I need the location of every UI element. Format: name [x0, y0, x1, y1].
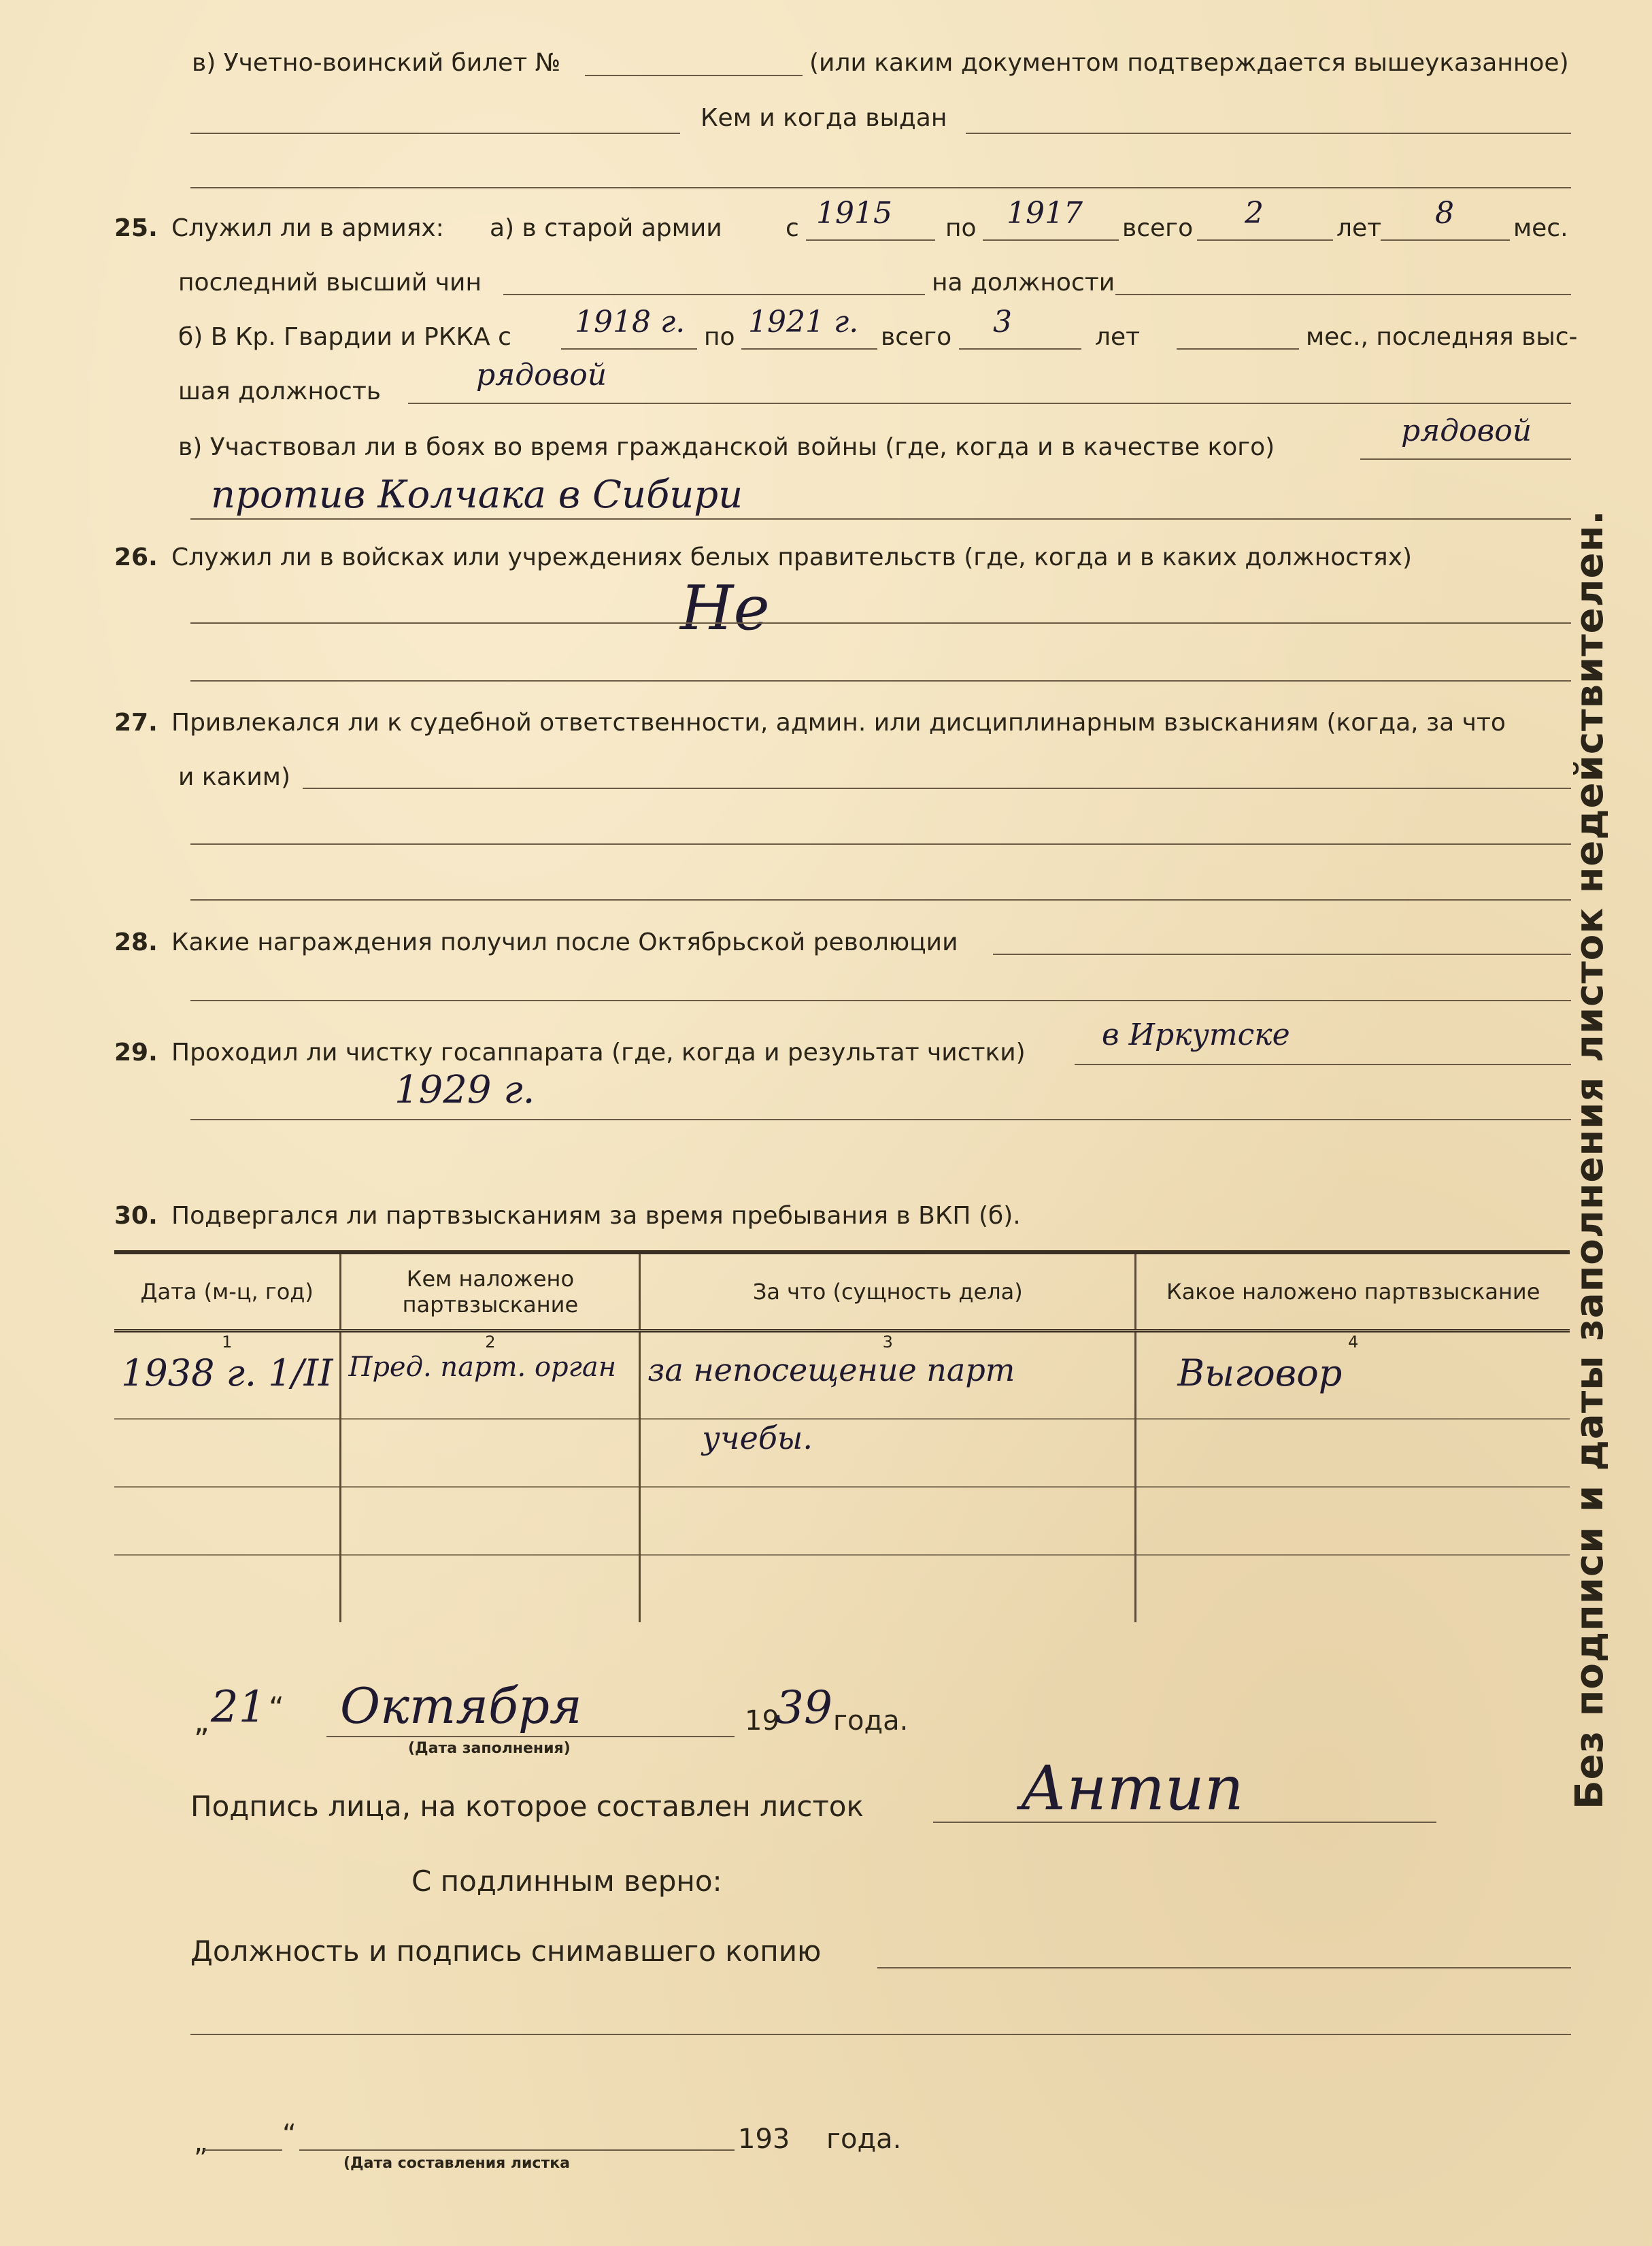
year-suffix: года. [833, 1705, 909, 1737]
q28-number: 28. [114, 928, 158, 956]
q25-b-to-value: 1921 г. [748, 305, 859, 339]
q25-rank-line [503, 294, 925, 295]
q26-label: Служил ли в войсках или учреждениях белых правительств (где, когда и в каких должностях) [171, 543, 1413, 571]
final-date-open-quote: „ [194, 2127, 208, 2158]
signature-value: Антип [1020, 1753, 1244, 1824]
military-ticket-tail: (или каким документом подтверждается вышеуказанное) [809, 49, 1569, 77]
cell-reason [640, 1555, 1136, 1622]
final-date-day-line [204, 2149, 282, 2151]
military-ticket-line [585, 75, 803, 76]
q28-line-1 [993, 954, 1571, 955]
date-filling-caption: (Дата заполнения) [408, 1740, 571, 1757]
q25-number: 25. [114, 214, 158, 242]
date-close-quote: “ [269, 1691, 284, 1726]
q25-v-value-1: рядовой [1401, 414, 1532, 448]
q26-value: Не [680, 573, 770, 644]
copy-signature-label: Должность и подпись снимавшего копию [190, 1934, 822, 1968]
col-number-1: 1 [222, 1332, 233, 1352]
cell-reason: за непосещение парт [640, 1352, 1136, 1419]
q25-months-line [1381, 239, 1510, 241]
final-date-month-line [299, 2149, 735, 2151]
issued-label: Кем и когда выдан [701, 104, 947, 132]
table-row [114, 1555, 1570, 1622]
certified-label: С подлинным верно: [411, 1864, 722, 1898]
party-penalties-table [114, 1250, 1570, 1622]
final-date-prefix: 193 [738, 2124, 790, 2155]
q25-old-army-label: а) в старой армии [490, 214, 722, 242]
cell-penalty: Выговор [1136, 1352, 1570, 1419]
q25-label: Служил ли в армиях: [171, 214, 444, 242]
table-header-row [114, 1252, 1570, 1331]
q25-years-value: 2 [1245, 196, 1264, 231]
q25-to-line [983, 239, 1119, 241]
q25-to-value: 1917 [1007, 196, 1083, 231]
issued-line-right [966, 133, 1571, 134]
q25-b-from-value: 1918 г. [575, 305, 686, 339]
q25-rank-label: последний высший чин [178, 269, 482, 297]
cell-date [114, 1419, 341, 1487]
q27-number: 27. [114, 709, 158, 737]
q25-b-post-label: шая должность [178, 378, 382, 405]
cell-reason: учебы. [640, 1419, 1136, 1487]
cell-date [114, 1555, 341, 1622]
q29-number: 29. [114, 1039, 158, 1067]
military-ticket-label: в) Учетно-воинский билет № [192, 49, 561, 77]
cell-imposed-by [341, 1555, 640, 1622]
q25-b-to-line [741, 348, 877, 350]
header-imposed-by: Кем наложено партвзыскание [341, 1252, 640, 1331]
cell-imposed-by: Пред. парт. орган [341, 1352, 640, 1419]
q25-b-years-label: лет [1095, 323, 1141, 351]
q29-line-1 [1075, 1064, 1571, 1065]
q25-b-post-value: рядовой [476, 358, 607, 392]
signature-label: Подпись лица, на которое составлен листок [190, 1790, 864, 1823]
col-number-2: 2 [341, 1331, 640, 1352]
q26-line-1 [190, 622, 1571, 624]
q27-label: Привлекался ли к судебной ответственности, админ. или дисциплинарным взысканиям (когда, за что [171, 709, 1506, 737]
cell-imposed-by [341, 1419, 640, 1487]
q30-number: 30. [114, 1202, 158, 1230]
table-row [114, 1352, 1570, 1419]
q27-label-2: и каким) [178, 763, 290, 791]
final-date-close-quote: “ [282, 2119, 297, 2150]
q25-to-label: по [945, 214, 977, 242]
cell-imposed-by [341, 1487, 640, 1555]
header-date: Дата (м-ц, год) [114, 1252, 341, 1331]
footer-blank-line [190, 2034, 1571, 2035]
table-row [114, 1487, 1570, 1555]
cell-date: 1938 г. 1/II [114, 1352, 341, 1419]
q25-years-line [1197, 239, 1333, 241]
q26-number: 26. [114, 543, 158, 571]
cell-date [114, 1487, 341, 1555]
table-row [114, 1419, 1570, 1487]
q25-b-months-line [1177, 348, 1299, 350]
side-validity-note: Без подписи и даты заполнения листок недействителен. [1568, 509, 1612, 1809]
q25-from-line [806, 239, 935, 241]
q25-from-label: с [786, 214, 799, 242]
q29-value: в Иркутске [1102, 1018, 1290, 1052]
q25-v-value-2: против Колчака в Сибири [211, 473, 743, 517]
cell-penalty [1136, 1487, 1570, 1555]
q25-b-years-line [959, 348, 1081, 350]
q29-line-2 [190, 1119, 1571, 1120]
cell-penalty [1136, 1555, 1570, 1622]
blank-line [190, 187, 1571, 188]
q25-post-line [1115, 294, 1571, 295]
q25-b-from-line [561, 348, 697, 350]
final-date-caption: (Дата составления листка [343, 2155, 570, 2172]
final-date-suffix: года. [826, 2124, 902, 2155]
q29-value-year: 1929 г. [394, 1068, 535, 1112]
copy-signature-line [877, 1967, 1571, 1968]
q30-label: Подвергался ли партвзысканиям за время пребывания в ВКП (б). [171, 1202, 1021, 1230]
q28-label: Какие награждения получил после Октябрьской революции [171, 928, 958, 956]
cell-reason [640, 1487, 1136, 1555]
q25-v-line-2 [190, 518, 1571, 520]
q25-v-label: в) Участвовал ли в боях во время гражданской войны (где, когда и в качестве кого) [178, 433, 1275, 461]
q26-line-2 [190, 680, 1571, 682]
col-number-4: 4 [1136, 1331, 1570, 1352]
col-number-3: 3 [640, 1331, 1136, 1352]
q25-v-line-1 [1360, 458, 1571, 460]
q29-label: Проходил ли чистку госаппарата (где, когда и результат чистки) [171, 1039, 1026, 1067]
date-month-line [326, 1736, 735, 1737]
q27-line-3 [190, 899, 1571, 901]
date-month-value: Октября [340, 1677, 582, 1734]
q25-total-label: всего [1122, 214, 1194, 242]
q25-from-value: 1915 [816, 196, 892, 231]
q25-months-label: мес. [1513, 214, 1568, 242]
year-value: 39 [775, 1681, 832, 1734]
date-open-quote: „ [194, 1705, 209, 1739]
q28-line-2 [190, 1000, 1571, 1001]
q25-post-label: на должности [932, 269, 1115, 297]
header-reason: За что (сущность дела) [640, 1252, 1136, 1331]
date-day-value: 21 [211, 1682, 267, 1732]
column-number-row [114, 1331, 1570, 1352]
q27-line-2 [190, 843, 1571, 845]
issued-line-left [190, 133, 680, 134]
header-penalty: Какое наложено партвзыскание [1136, 1252, 1570, 1331]
q25-b-post-line [408, 403, 1571, 404]
year-prefix: 19 [745, 1705, 779, 1737]
q25-b-label: б) В Кр. Гвардии и РККА с [178, 323, 511, 351]
q27-line-1 [303, 788, 1571, 789]
q25-months-value: 8 [1435, 196, 1454, 231]
q25-years-label: лет [1336, 214, 1382, 242]
q25-b-total-label: всего [881, 323, 952, 351]
q25-b-years-value: 3 [993, 305, 1012, 339]
cell-penalty [1136, 1419, 1570, 1487]
q25-b-to-label: по [704, 323, 735, 351]
q25-b-months-label: мес., последняя выс- [1306, 323, 1578, 351]
